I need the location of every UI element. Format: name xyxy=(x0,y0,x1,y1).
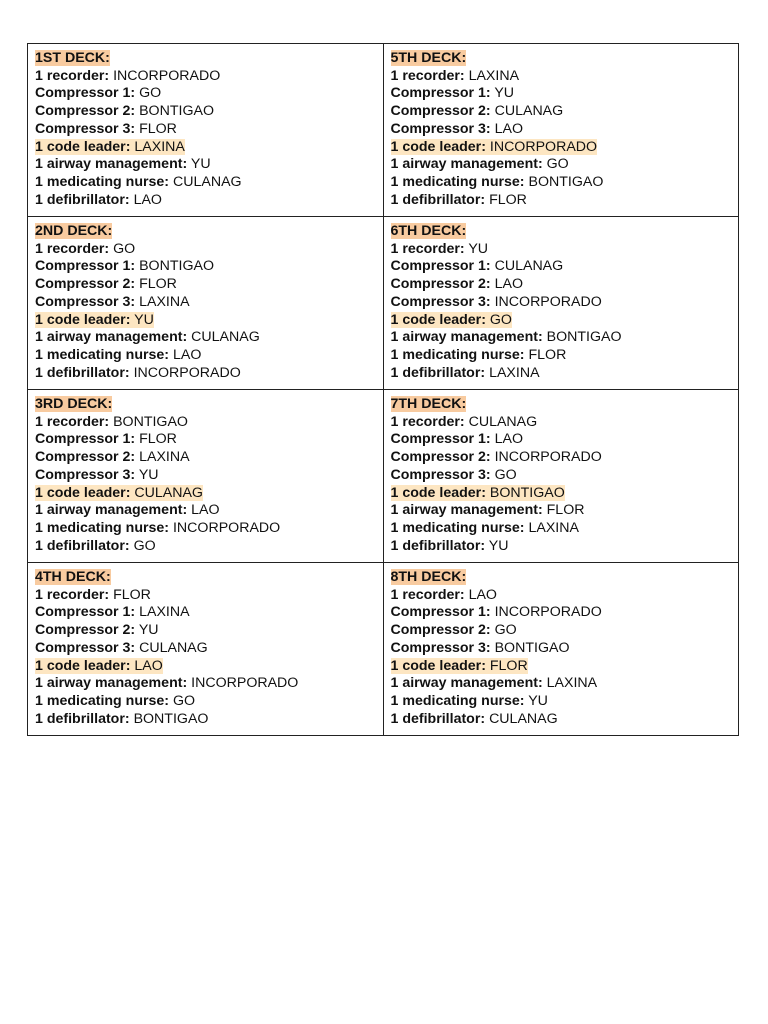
role-entry xyxy=(35,103,214,119)
role-line xyxy=(391,312,733,330)
role-label: Compressor 1: xyxy=(390,431,491,448)
role-entry xyxy=(391,485,565,501)
role-line xyxy=(35,312,377,330)
role-line xyxy=(391,520,733,538)
role-label: 1 recorder: xyxy=(390,240,465,257)
role-line xyxy=(391,156,733,174)
deck-row xyxy=(28,44,739,217)
role-label: Compressor 1: xyxy=(35,431,136,448)
assignee-name: BONTIGAO xyxy=(139,103,214,120)
role-label: 1 defibrillator: xyxy=(35,710,130,727)
assignee-name: FLOR xyxy=(139,431,177,448)
deck-title-line xyxy=(35,223,377,241)
role-label: Compressor 3: xyxy=(390,466,491,483)
role-entry xyxy=(391,431,523,447)
role-label: 1 code leader: xyxy=(35,311,131,328)
assignee-name: GO xyxy=(489,311,512,328)
deck-title: 4TH DECK: xyxy=(35,569,111,585)
role-line xyxy=(391,711,733,729)
role-label: 1 defibrillator: xyxy=(390,710,486,727)
role-entry xyxy=(391,312,512,328)
role-label: 1 defibrillator: xyxy=(390,537,486,554)
role-entry xyxy=(391,711,558,727)
role-label: 1 recorder: xyxy=(390,67,465,84)
role-entry xyxy=(391,658,528,674)
role-line xyxy=(35,520,377,538)
role-line xyxy=(391,414,733,432)
assignee-name: CULANAG xyxy=(494,103,564,120)
role-line xyxy=(35,502,377,520)
role-label: 1 recorder: xyxy=(35,240,110,257)
role-label: Compressor 2: xyxy=(35,103,136,120)
role-label: 1 code leader: xyxy=(390,657,486,674)
role-line xyxy=(35,622,377,640)
role-entry xyxy=(391,467,517,483)
deck-title-line xyxy=(35,50,377,68)
role-entry xyxy=(391,502,585,518)
assignee-name: INCORPORADO xyxy=(494,293,602,310)
role-entry xyxy=(35,241,135,257)
role-entry xyxy=(391,538,509,554)
assignee-name: FLOR xyxy=(139,120,177,137)
role-entry xyxy=(35,604,190,620)
role-label: 1 airway management: xyxy=(35,156,188,173)
role-line xyxy=(35,276,377,294)
role-label: 1 airway management: xyxy=(390,502,543,519)
assignee-name: YU xyxy=(138,466,159,483)
role-label: Compressor 1: xyxy=(390,258,491,275)
deck-cell xyxy=(28,217,384,390)
role-entry xyxy=(35,520,280,536)
role-label: 1 airway management: xyxy=(390,156,543,173)
assignee-name: GO xyxy=(546,156,569,173)
role-entry xyxy=(391,414,538,430)
role-line xyxy=(35,294,377,312)
role-line xyxy=(391,622,733,640)
deck-cell xyxy=(383,390,739,563)
assignee-name: BONTIGAO xyxy=(546,329,622,346)
assignee-name: BONTIGAO xyxy=(139,258,214,275)
assignee-name: CULANAG xyxy=(191,329,260,346)
role-entry xyxy=(391,640,570,656)
role-line xyxy=(391,365,733,383)
role-entry xyxy=(391,121,523,137)
role-line xyxy=(391,68,733,86)
deck-cell xyxy=(28,390,384,563)
assignee-name: YU xyxy=(528,692,548,709)
assignee-name: BONTIGAO xyxy=(528,173,604,190)
deck-title: 5TH DECK: xyxy=(390,50,467,66)
role-entry xyxy=(35,658,163,674)
role-label: 1 recorder: xyxy=(390,413,465,430)
role-entry xyxy=(35,449,190,465)
role-entry xyxy=(35,121,177,137)
assignee-name: FLOR xyxy=(546,502,585,519)
role-label: 1 code leader: xyxy=(35,657,131,674)
role-label: 1 code leader: xyxy=(35,138,131,155)
role-label: Compressor 3: xyxy=(390,293,491,310)
role-line xyxy=(391,658,733,676)
assignee-name: LAXINA xyxy=(528,519,579,536)
role-label: Compressor 2: xyxy=(390,622,491,639)
assignee-name: GO xyxy=(113,240,136,257)
role-label: 1 defibrillator: xyxy=(35,191,130,208)
assignee-name: INCORPORADO xyxy=(494,449,602,466)
role-line xyxy=(391,329,733,347)
role-entry xyxy=(35,693,195,709)
role-line xyxy=(35,467,377,485)
role-entry xyxy=(35,431,177,447)
deck-title: 3RD DECK: xyxy=(35,396,113,412)
role-line xyxy=(35,192,377,210)
role-entry xyxy=(35,312,154,328)
role-line xyxy=(35,675,377,693)
role-line xyxy=(391,347,733,365)
role-entry xyxy=(35,347,201,363)
role-line xyxy=(35,693,377,711)
assignee-name: YU xyxy=(488,537,509,554)
role-label: Compressor 1: xyxy=(390,85,491,102)
role-label: 1 medicating nurse: xyxy=(390,346,525,363)
assignee-name: BONTIGAO xyxy=(133,710,209,727)
role-line xyxy=(391,693,733,711)
role-entry xyxy=(391,241,489,257)
role-entry xyxy=(35,192,162,208)
assignee-name: LAO xyxy=(172,346,202,363)
role-label: 1 defibrillator: xyxy=(35,537,130,554)
role-line xyxy=(35,658,377,676)
role-entry xyxy=(391,258,564,274)
role-line xyxy=(35,85,377,103)
role-line xyxy=(35,156,377,174)
role-entry xyxy=(391,139,598,155)
role-line xyxy=(391,85,733,103)
role-label: Compressor 3: xyxy=(390,120,491,137)
role-line xyxy=(35,68,377,86)
role-line xyxy=(35,241,377,259)
role-line xyxy=(35,538,377,556)
role-label: 1 defibrillator: xyxy=(390,191,486,208)
role-entry xyxy=(35,85,161,101)
deck-cell xyxy=(383,217,739,390)
role-line xyxy=(391,604,733,622)
role-line xyxy=(391,192,733,210)
role-label: 1 airway management: xyxy=(390,675,543,692)
assignee-name: FLOR xyxy=(489,191,527,208)
assignee-name: BONTIGAO xyxy=(489,484,565,501)
role-entry xyxy=(35,276,177,292)
deck-title-line xyxy=(391,569,733,587)
assignee-name: LAO xyxy=(133,191,162,208)
role-entry xyxy=(391,68,520,84)
role-line xyxy=(391,139,733,157)
role-label: 1 code leader: xyxy=(390,311,486,328)
role-entry xyxy=(391,192,527,208)
assignee-name: LAO xyxy=(494,276,523,293)
role-line xyxy=(391,121,733,139)
role-label: 1 recorder: xyxy=(35,413,110,430)
role-entry xyxy=(35,538,156,554)
role-entry xyxy=(391,520,579,536)
role-entry xyxy=(391,365,540,381)
role-label: 1 recorder: xyxy=(35,67,110,84)
role-entry xyxy=(391,156,569,172)
role-label: Compressor 1: xyxy=(35,258,136,275)
role-line xyxy=(35,103,377,121)
role-line xyxy=(391,640,733,658)
role-entry xyxy=(391,85,515,101)
assignee-name: LAXINA xyxy=(489,364,540,381)
assignee-name: GO xyxy=(172,692,196,709)
role-label: Compressor 1: xyxy=(390,604,491,621)
assignee-name: CULANAG xyxy=(139,639,208,656)
role-label: Compressor 2: xyxy=(390,276,491,293)
role-label: Compressor 2: xyxy=(35,449,136,466)
role-label: Compressor 3: xyxy=(35,466,136,483)
role-line xyxy=(35,365,377,383)
role-entry xyxy=(35,329,260,345)
deck-row xyxy=(28,217,739,390)
role-entry xyxy=(391,675,598,691)
role-label: Compressor 3: xyxy=(35,639,136,656)
assignee-name: CULANAG xyxy=(468,413,538,430)
assignee-name: LAXINA xyxy=(134,138,185,155)
role-line xyxy=(391,276,733,294)
assignee-name: INCORPORADO xyxy=(494,604,602,621)
role-label: 1 airway management: xyxy=(35,675,188,692)
assignee-name: INCORPORADO xyxy=(191,675,299,692)
deck-row xyxy=(28,390,739,563)
role-entry xyxy=(391,103,564,119)
assignee-name: INCORPORADO xyxy=(489,138,598,155)
deck-table-body xyxy=(28,44,739,736)
role-line xyxy=(35,414,377,432)
deck-title-line xyxy=(391,50,733,68)
role-line xyxy=(391,467,733,485)
assignee-name: CULANAG xyxy=(134,484,203,501)
assignee-name: LAXINA xyxy=(139,604,190,621)
role-entry xyxy=(391,693,548,709)
role-label: 1 medicating nurse: xyxy=(35,346,170,363)
role-entry xyxy=(35,156,211,172)
deck-cell xyxy=(383,44,739,217)
deck-title: 6TH DECK: xyxy=(390,223,467,239)
role-entry xyxy=(35,640,208,656)
role-entry xyxy=(391,294,602,310)
assignee-name: FLOR xyxy=(489,657,528,674)
role-label: Compressor 3: xyxy=(390,639,491,656)
role-label: Compressor 2: xyxy=(35,276,136,293)
role-line xyxy=(35,329,377,347)
role-label: 1 code leader: xyxy=(390,484,486,501)
assignee-name: LAXINA xyxy=(468,67,520,84)
role-entry xyxy=(35,139,185,155)
role-entry xyxy=(391,347,567,363)
role-entry xyxy=(35,365,241,381)
assignee-name: LAO xyxy=(468,586,497,603)
role-label: 1 medicating nurse: xyxy=(35,173,170,190)
assignee-name: GO xyxy=(494,466,517,483)
role-line xyxy=(35,347,377,365)
role-entry xyxy=(35,622,159,638)
role-line xyxy=(35,139,377,157)
role-label: 1 defibrillator: xyxy=(35,364,130,381)
role-entry xyxy=(391,622,517,638)
assignee-name: INCORPORADO xyxy=(113,67,221,84)
role-label: 1 medicating nurse: xyxy=(35,692,170,709)
role-label: Compressor 1: xyxy=(35,604,136,621)
role-line xyxy=(35,431,377,449)
role-label: Compressor 3: xyxy=(35,120,136,137)
assignee-name: FLOR xyxy=(113,586,151,603)
deck-cell xyxy=(28,563,384,736)
role-line xyxy=(35,449,377,467)
role-label: Compressor 2: xyxy=(35,622,136,639)
role-entry xyxy=(391,174,604,190)
assignee-name: CULANAG xyxy=(494,258,564,275)
assignee-name: LAO xyxy=(134,657,163,674)
assignee-name: LAO xyxy=(191,502,220,519)
role-line xyxy=(35,121,377,139)
assignee-name: BONTIGAO xyxy=(113,413,188,430)
assignee-name: FLOR xyxy=(528,346,567,363)
deck-cell xyxy=(28,44,384,217)
deck-title: 7TH DECK: xyxy=(390,396,467,412)
deck-cell xyxy=(383,563,739,736)
role-entry xyxy=(391,604,602,620)
role-entry xyxy=(391,587,497,603)
role-entry xyxy=(35,467,159,483)
role-line xyxy=(35,604,377,622)
assignee-name: GO xyxy=(133,537,156,554)
role-label: 1 medicating nurse: xyxy=(35,519,170,536)
role-line xyxy=(391,485,733,503)
assignee-name: LAO xyxy=(494,431,523,448)
assignee-name: GO xyxy=(494,622,517,639)
deck-title: 2ND DECK: xyxy=(35,223,113,239)
assignee-name: GO xyxy=(139,85,162,102)
role-line xyxy=(391,174,733,192)
role-line xyxy=(391,431,733,449)
role-line xyxy=(35,258,377,276)
role-label: Compressor 3: xyxy=(35,293,136,310)
role-line xyxy=(35,711,377,729)
role-line xyxy=(35,587,377,605)
deck-title: 1ST DECK: xyxy=(35,50,110,66)
role-entry xyxy=(35,675,298,691)
assignee-name: BONTIGAO xyxy=(494,639,570,656)
role-line xyxy=(391,587,733,605)
assignee-name: FLOR xyxy=(139,276,177,293)
role-label: 1 medicating nurse: xyxy=(390,173,525,190)
role-label: 1 medicating nurse: xyxy=(390,692,525,709)
role-label: Compressor 1: xyxy=(35,85,136,102)
role-label: 1 medicating nurse: xyxy=(390,519,525,536)
assignee-name: YU xyxy=(494,85,515,102)
assignee-name: LAXINA xyxy=(139,449,190,466)
role-label: 1 airway management: xyxy=(35,329,188,346)
role-line xyxy=(391,538,733,556)
deck-title-line xyxy=(35,396,377,414)
role-label: 1 recorder: xyxy=(390,586,465,603)
assignee-name: INCORPORADO xyxy=(172,519,281,536)
role-line xyxy=(391,675,733,693)
role-line xyxy=(391,103,733,121)
deck-title-line xyxy=(35,569,377,587)
role-line xyxy=(391,294,733,312)
role-line xyxy=(391,502,733,520)
role-entry xyxy=(35,414,188,430)
role-label: 1 code leader: xyxy=(390,138,486,155)
role-label: 1 recorder: xyxy=(35,586,110,603)
role-label: Compressor 2: xyxy=(390,449,491,466)
role-entry xyxy=(391,449,602,465)
assignee-name: INCORPORADO xyxy=(133,364,241,381)
role-entry xyxy=(391,329,622,345)
assignee-name: CULANAG xyxy=(172,173,242,190)
role-entry xyxy=(35,68,220,84)
assignee-name: YU xyxy=(190,156,211,173)
role-label: 1 defibrillator: xyxy=(390,364,486,381)
role-line xyxy=(35,174,377,192)
deck-title-line xyxy=(391,396,733,414)
role-line xyxy=(35,485,377,503)
role-label: 1 code leader: xyxy=(35,484,131,501)
role-label: 1 airway management: xyxy=(35,502,188,519)
role-entry xyxy=(35,174,242,190)
assignee-name: LAO xyxy=(494,120,523,137)
deck-row xyxy=(28,563,739,736)
role-label: Compressor 2: xyxy=(390,103,491,120)
role-entry xyxy=(35,587,151,603)
deck-title: 8TH DECK: xyxy=(390,569,467,585)
role-entry xyxy=(35,502,220,518)
role-entry xyxy=(391,276,523,292)
role-label: 1 airway management: xyxy=(390,329,543,346)
role-line xyxy=(391,449,733,467)
assignee-name: CULANAG xyxy=(489,710,558,727)
assignee-name: YU xyxy=(138,622,159,639)
assignee-name: YU xyxy=(134,311,154,328)
role-entry xyxy=(35,258,214,274)
assignee-name: LAXINA xyxy=(139,293,190,310)
assignee-name: YU xyxy=(468,240,489,257)
role-entry xyxy=(35,485,203,501)
role-line xyxy=(391,241,733,259)
role-entry xyxy=(35,294,190,310)
role-entry xyxy=(35,711,208,727)
role-line xyxy=(35,640,377,658)
deck-title-line xyxy=(391,223,733,241)
role-line xyxy=(391,258,733,276)
assignee-name: LAXINA xyxy=(546,675,598,692)
deck-assignment-table xyxy=(27,43,739,736)
